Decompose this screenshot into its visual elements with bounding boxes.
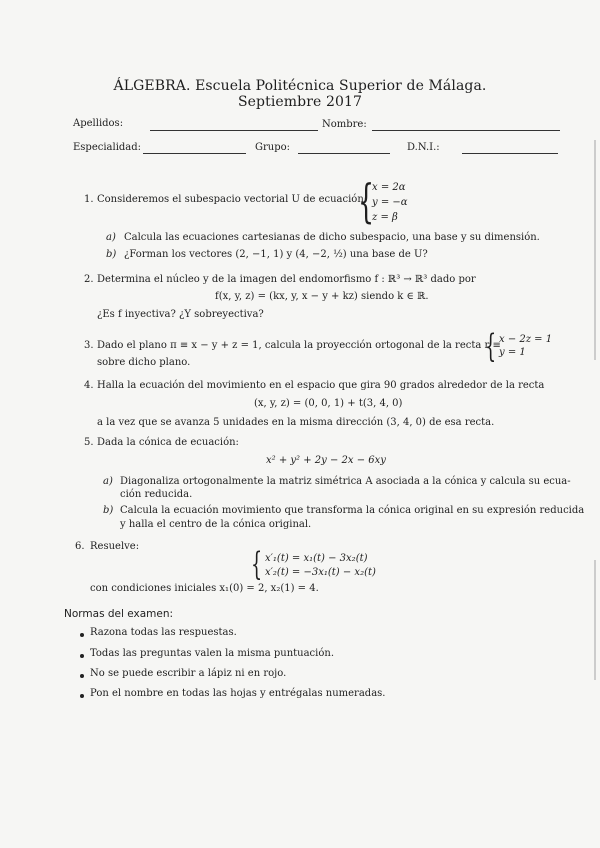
scan-edge-mark — [594, 560, 596, 680]
q1-eq-2: y = −α — [372, 197, 408, 208]
q1-text: Consideremos el subespacio vectorial U de ecuación: — [97, 194, 368, 205]
rule-item-1: Razona todas las respuestas. — [90, 627, 237, 638]
q3-text2: sobre dicho plano. — [97, 357, 191, 368]
q6-number: 6. — [75, 541, 85, 552]
q1-eq-1: x = 2α — [372, 182, 406, 193]
q6-eq-2: x′₂(t) = −3x₁(t) − x₂(t) — [265, 567, 376, 578]
dni-label: D.N.I.: — [407, 142, 440, 153]
q5-a-label: a) — [103, 476, 113, 487]
rule-bullet — [80, 694, 84, 698]
q2-number: 2. — [84, 274, 94, 285]
q5-a-text-line2: ción reducida. — [120, 489, 193, 500]
nombre-field[interactable] — [372, 130, 560, 131]
grupo-label: Grupo: — [255, 142, 290, 153]
q5-number: 5. — [84, 437, 94, 448]
apellidos-label: Apellidos: — [73, 118, 124, 129]
q5-formula: x² + y² + 2y − 2x − 6xy — [266, 455, 386, 466]
rule-bullet — [80, 654, 84, 658]
q5-b-label: b) — [103, 505, 114, 516]
rules-title: Normas del examen: — [64, 608, 174, 620]
q5-text: Dada la cónica de ecuación: — [97, 437, 239, 448]
q4-text2: a la vez que se avanza 5 unidades en la misma dirección (3, 4, 0) de esa recta. — [97, 417, 495, 428]
q2-question: ¿Es f inyectiva? ¿Y sobreyectiva? — [97, 309, 264, 320]
q6-eq-1: x′₁(t) = x₁(t) − 3x₂(t) — [265, 553, 368, 564]
scan-edge-mark — [594, 140, 596, 360]
q1-brace: { — [358, 174, 375, 228]
q1-number: 1. — [84, 194, 94, 205]
q1-b-text: ¿Forman los vectores (2, −1, 1) y (4, −2, ½) una base de U? — [124, 249, 428, 260]
q6-text2: con condiciones iniciales x₁(0) = 2, x₂(1) = 4. — [90, 583, 319, 594]
q3-eq-1: x − 2z = 1 — [499, 334, 553, 345]
especialidad-label: Especialidad: — [73, 142, 142, 153]
q5-b-text-line1: Calcula la ecuación movimiento que transforma la cónica original en su expresión reducida — [120, 505, 585, 516]
q3-text: Dado el plano π ≡ x − y + z = 1, calcula la proyección ortogonal de la recta r ≡ — [97, 340, 501, 351]
exam-date: Septiembre 2017 — [237, 94, 363, 110]
q1-b-label: b) — [106, 249, 117, 260]
q2-formula: f(x, y, z) = (kx, y, x − y + kz) siendo k ∈ ℝ. — [215, 291, 429, 302]
q4-formula: (x, y, z) = (0, 0, 1) + t(3, 4, 0) — [254, 398, 403, 409]
rule-item-3: No se puede escribir a lápiz ni en rojo. — [90, 668, 287, 679]
rule-item-4: Pon el nombre en todas las hojas y entrégalas numeradas. — [90, 688, 386, 699]
q1-a-text: Calcula las ecuaciones cartesianas de dicho subespacio, una base y su dimensión. — [124, 232, 540, 243]
q1-a-label: a) — [106, 232, 116, 243]
q3-eq-2: y = 1 — [499, 347, 526, 358]
q5-a-text-line1: Diagonaliza ortogonalmente la matriz simétrica A asociada a la cónica y calcula su ecua- — [120, 476, 571, 487]
rule-bullet — [80, 633, 84, 637]
apellidos-field[interactable] — [150, 130, 318, 131]
q4-number: 4. — [84, 380, 94, 391]
q6-brace: { — [251, 545, 263, 583]
q1-eq-3: z = β — [372, 212, 398, 223]
exam-title: ÁLGEBRA. Escuela Politécnica Superior de Málaga. — [113, 78, 487, 94]
rule-bullet — [80, 674, 84, 678]
rule-item-2: Todas las preguntas valen la misma puntuación. — [90, 648, 334, 659]
q2-text: Determina el núcleo y de la imagen del endomorfismo f : ℝ³ → ℝ³ dado por — [97, 274, 476, 285]
nombre-label: Nombre: — [322, 119, 367, 130]
q4-text: Halla la ecuación del movimiento en el espacio que gira 90 grados alrededor de la recta — [97, 380, 545, 391]
q3-brace: { — [485, 327, 497, 365]
grupo-field[interactable] — [298, 153, 390, 154]
q6-text: Resuelve: — [90, 541, 140, 552]
dni-field[interactable] — [462, 153, 558, 154]
especialidad-field[interactable] — [143, 153, 246, 154]
q3-number: 3. — [84, 340, 94, 351]
q5-b-text-line2: y halla el centro de la cónica original. — [120, 519, 312, 530]
